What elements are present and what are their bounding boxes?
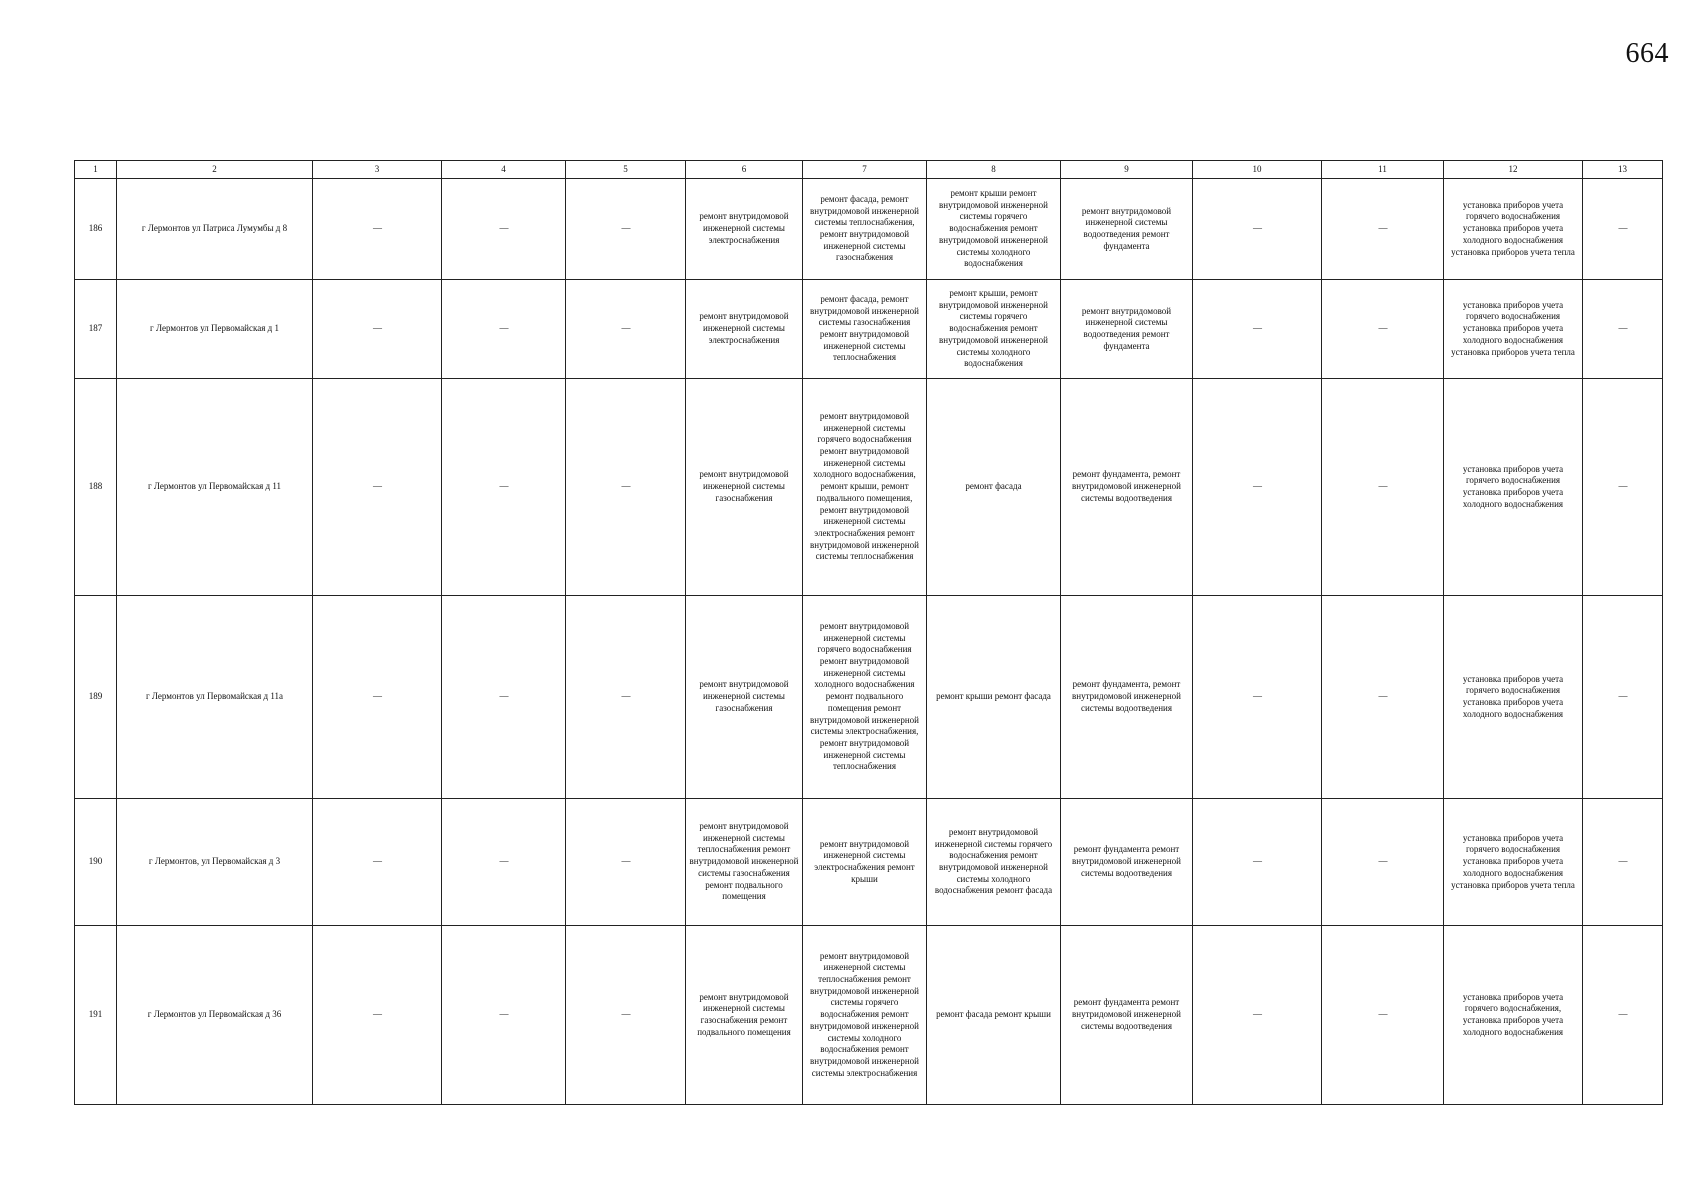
- works-cell-col7: ремонт внутридомовой инженерной системы теплоснабжения ремонт внутридомовой инженерной системы горячего водоснабжения ремонт внутридомовой инженерной системы холодного водоснабжения ремонт внутридомовой инженерной системы электроснабжения: [803, 926, 927, 1105]
- table-row: [75, 179, 1663, 280]
- empty-cell-dash: —: [1322, 596, 1444, 799]
- empty-cell-dash: —: [1583, 799, 1663, 926]
- works-cell-col9: ремонт фундамента, ремонт внутридомовой инженерной системы водоотведения: [1061, 596, 1193, 799]
- empty-cell-dash: —: [313, 596, 442, 799]
- empty-cell-dash: —: [1193, 926, 1322, 1105]
- works-cell-col12: установка приборов учета горячего водоснабжения установка приборов учета холодного водоснабжения установка приборов учета тепла: [1444, 280, 1583, 379]
- empty-cell-dash: —: [442, 280, 566, 379]
- empty-cell-dash: —: [1193, 596, 1322, 799]
- works-cell-col8: ремонт фасада ремонт крыши: [927, 926, 1061, 1105]
- column-header: 5: [566, 161, 686, 179]
- works-cell-col7: ремонт внутридомовой инженерной системы горячего водоснабжения ремонт внутридомовой инженерной системы холодного водоснабжения, ремонт крыши, ремонт подвального помещения, ремонт внутридомовой инженерной системы электроснабжения ремонт внутридомовой инженерной системы теплоснабжения: [803, 379, 927, 596]
- works-cell-col6: ремонт внутридомовой инженерной системы электроснабжения: [686, 179, 803, 280]
- address-cell: г Лермонтов ул Первомайская д 1: [117, 280, 313, 379]
- works-cell-col9: ремонт фундамента, ремонт внутридомовой инженерной системы водоотведения: [1061, 379, 1193, 596]
- works-cell-col9: ремонт фундамента ремонт внутридомовой инженерной системы водоотведения: [1061, 799, 1193, 926]
- empty-cell-dash: —: [442, 379, 566, 596]
- repair-schedule-table: [74, 160, 1663, 1105]
- works-cell-col7: ремонт фасада, ремонт внутридомовой инженерной системы теплоснабжения, ремонт внутридомовой инженерной системы газоснабжения: [803, 179, 927, 280]
- works-cell-col6: ремонт внутридомовой инженерной системы газоснабжения: [686, 379, 803, 596]
- empty-cell-dash: —: [566, 280, 686, 379]
- column-header: 4: [442, 161, 566, 179]
- column-header: 3: [313, 161, 442, 179]
- empty-cell-dash: —: [1583, 280, 1663, 379]
- empty-cell-dash: —: [442, 179, 566, 280]
- address-cell: г Лермонтов ул Первомайская д 36: [117, 926, 313, 1105]
- works-cell-col6: ремонт внутридомовой инженерной системы газоснабжения: [686, 596, 803, 799]
- page-number: 664: [1625, 38, 1669, 69]
- empty-cell-dash: —: [566, 379, 686, 596]
- column-header: 12: [1444, 161, 1583, 179]
- row-number: 186: [75, 179, 117, 280]
- column-header: 2: [117, 161, 313, 179]
- column-header: 13: [1583, 161, 1663, 179]
- empty-cell-dash: —: [566, 799, 686, 926]
- address-cell: г Лермонтов ул Первомайская д 11: [117, 379, 313, 596]
- works-cell-col12: установка приборов учета горячего водоснабжения, установка приборов учета холодного водоснабжения: [1444, 926, 1583, 1105]
- column-header: 11: [1322, 161, 1444, 179]
- works-cell-col12: установка приборов учета горячего водоснабжения установка приборов учета холодного водоснабжения установка приборов учета тепла: [1444, 179, 1583, 280]
- works-cell-col12: установка приборов учета горячего водоснабжения установка приборов учета холодного водоснабжения: [1444, 379, 1583, 596]
- empty-cell-dash: —: [566, 179, 686, 280]
- column-header: 6: [686, 161, 803, 179]
- empty-cell-dash: —: [1322, 799, 1444, 926]
- empty-cell-dash: —: [1583, 179, 1663, 280]
- works-cell-col7: ремонт внутридомовой инженерной системы горячего водоснабжения ремонт внутридомовой инженерной системы холодного водоснабжения ремонт подвального помещения ремонт внутридомовой инженерной системы электроснабжения, ремонт внутридомовой инженерной системы теплоснабжения: [803, 596, 927, 799]
- works-cell-col8: ремонт фасада: [927, 379, 1061, 596]
- empty-cell-dash: —: [1193, 179, 1322, 280]
- empty-cell-dash: —: [442, 799, 566, 926]
- column-header: 7: [803, 161, 927, 179]
- empty-cell-dash: —: [566, 596, 686, 799]
- table-row: [75, 379, 1663, 596]
- works-cell-col9: ремонт внутридомовой инженерной системы водоотведения ремонт фундамента: [1061, 179, 1193, 280]
- works-cell-col9: ремонт внутридомовой инженерной системы водоотведения ремонт фундамента: [1061, 280, 1193, 379]
- row-number: 191: [75, 926, 117, 1105]
- column-header: 10: [1193, 161, 1322, 179]
- row-number: 189: [75, 596, 117, 799]
- empty-cell-dash: —: [1322, 280, 1444, 379]
- empty-cell-dash: —: [1583, 379, 1663, 596]
- table-row: [75, 280, 1663, 379]
- works-cell-col8: ремонт крыши ремонт фасада: [927, 596, 1061, 799]
- works-cell-col9: ремонт фундамента ремонт внутридомовой инженерной системы водоотведения: [1061, 926, 1193, 1105]
- empty-cell-dash: —: [1193, 379, 1322, 596]
- empty-cell-dash: —: [442, 596, 566, 799]
- empty-cell-dash: —: [313, 799, 442, 926]
- table-row: [75, 926, 1663, 1105]
- address-cell: г Лермонтов ул Первомайская д 11а: [117, 596, 313, 799]
- empty-cell-dash: —: [313, 379, 442, 596]
- column-number-header: [75, 161, 1663, 179]
- address-cell: г Лермонтов, ул Первомайская д 3: [117, 799, 313, 926]
- works-cell-col12: установка приборов учета горячего водоснабжения установка приборов учета холодного водоснабжения: [1444, 596, 1583, 799]
- empty-cell-dash: —: [1583, 926, 1663, 1105]
- address-cell: г Лермонтов ул Патриса Лумумбы д 8: [117, 179, 313, 280]
- column-header: 9: [1061, 161, 1193, 179]
- works-cell-col8: ремонт внутридомовой инженерной системы горячего водоснабжения ремонт внутридомовой инженерной системы холодного водоснабжения ремонт фасада: [927, 799, 1061, 926]
- empty-cell-dash: —: [1322, 179, 1444, 280]
- table-row: [75, 799, 1663, 926]
- works-cell-col12: установка приборов учета горячего водоснабжения установка приборов учета холодного водоснабжения установка приборов учета тепла: [1444, 799, 1583, 926]
- works-cell-col6: ремонт внутридомовой инженерной системы газоснабжения ремонт подвального помещения: [686, 926, 803, 1105]
- empty-cell-dash: —: [442, 926, 566, 1105]
- column-header: 8: [927, 161, 1061, 179]
- empty-cell-dash: —: [566, 926, 686, 1105]
- works-cell-col8: ремонт крыши, ремонт внутридомовой инженерной системы горячего водоснабжения ремонт внутридомовой инженерной системы холодного водоснабжения: [927, 280, 1061, 379]
- row-number: 187: [75, 280, 117, 379]
- empty-cell-dash: —: [313, 179, 442, 280]
- column-header: 1: [75, 161, 117, 179]
- table-row: [75, 596, 1663, 799]
- empty-cell-dash: —: [1322, 379, 1444, 596]
- empty-cell-dash: —: [1193, 280, 1322, 379]
- works-cell-col7: ремонт внутридомовой инженерной системы электроснабжения ремонт крыши: [803, 799, 927, 926]
- empty-cell-dash: —: [1583, 596, 1663, 799]
- empty-cell-dash: —: [1322, 926, 1444, 1105]
- works-cell-col6: ремонт внутридомовой инженерной системы электроснабжения: [686, 280, 803, 379]
- works-cell-col6: ремонт внутридомовой инженерной системы теплоснабжения ремонт внутридомовой инженерной системы газоснабжения ремонт подвального помещения: [686, 799, 803, 926]
- row-number: 188: [75, 379, 117, 596]
- empty-cell-dash: —: [313, 280, 442, 379]
- row-number: 190: [75, 799, 117, 926]
- works-cell-col7: ремонт фасада, ремонт внутридомовой инженерной системы газоснабжения ремонт внутридомовой инженерной системы теплоснабжения: [803, 280, 927, 379]
- works-cell-col8: ремонт крыши ремонт внутридомовой инженерной системы горячего водоснабжения ремонт внутридомовой инженерной системы холодного водоснабжения: [927, 179, 1061, 280]
- empty-cell-dash: —: [1193, 799, 1322, 926]
- empty-cell-dash: —: [313, 926, 442, 1105]
